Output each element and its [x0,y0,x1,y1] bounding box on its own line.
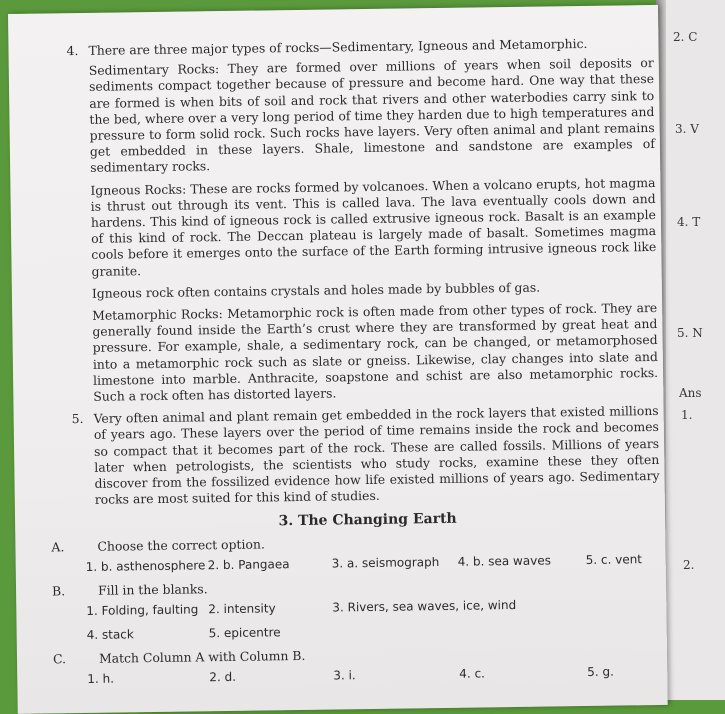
section-b-letter: B. [51,583,66,599]
item-4 [68,35,658,405]
answer-b-2: 2. intensity [208,601,276,617]
answer-a-3: 3. a. seismograph [331,554,440,571]
answer-b-5: 5. epicentre [208,625,281,641]
book-page [8,5,668,714]
answer-a-2: 2. b. Pangaea [207,557,290,573]
answer-c-2: 2. d. [209,670,237,685]
section-b-title: Fill in the blanks. [97,581,208,598]
item-5 [71,403,660,508]
metamorphic-paragraph: Metamorphic Rocks: Metamorphic rock is often made from other types of rock. They are generally found inside the Earth’s crust where they are transformed by great heat and pressure. For example, shale, a sedimentary rock, can be changed, or metamorphosed into a metamorphic rock such as slate or gneiss. Likewise, clay changes into slate and limestone into marble. Anthracite, soapstone and schist are also metamorphic rocks. Such a rock often has distorted layers. [92,300,659,404]
side-item-3: 3. V [675,122,699,136]
answer-c-1: 1. h. [87,671,115,687]
adjacent-page [664,0,725,700]
sedimentary-paragraph: Sedimentary Rocks: They are formed over millions of years when soil deposits or sediments compact together because of pressure and become hard. One way that these are formed is when bits of soil and rock that rivers and other waterbodies carry sink to the bed, where over a very long period of time they harden due to high temperatures and pressure to form solid rock. Such rocks have layers. Very often animal and plant remains get embedded in these layers. Shale, limestone and sandstone are examples of sedimentary rocks. [88,55,655,176]
answer-a-1: 1. b. asthenosphere [85,558,206,574]
answer-b-4: 4. stack [86,627,134,643]
answer-c-5: 5. g. [587,664,615,680]
side-item-4: 4. T [677,215,701,229]
answer-c-4: 4. c. [459,666,486,682]
answer-a-4: 4. b. sea waves [457,553,551,569]
side-answer-2: 2. [683,558,695,572]
side-answer-1: 1. [681,408,693,422]
answer-a-5: 5. c. vent [585,552,643,567]
page-content [51,35,662,695]
side-item-5: 5. N [677,326,703,340]
side-answers-label: Ans [679,386,702,400]
answer-b-1: 1. Folding, faulting [86,602,199,619]
answer-c-3: 3. i. [333,668,356,683]
side-item-2: 2. C [673,30,698,44]
igneous-note: Igneous rock often contains crystals and holes made by bubbles of gas. [91,279,541,301]
item-4-intro: There are three major types of rocks—Sedimentary, Igneous and Metamorphic. [88,35,588,58]
answer-b-3: 3. Rivers, sea waves, ice, wind [332,598,517,615]
item-4-number: 4. [66,43,79,59]
section-c-title: Match Column A with Column B. [98,648,306,666]
chapter-title: 3. The Changing Earth [278,511,457,530]
fossils-paragraph: Very often animal and plant remain get embedded in the rock layers that existed millions of years ago. These layers over the period of time remains inside the rock and becomes so compact that it becomes part of the rock. These are called fossils. Millions of years later when petrologists, the scientists who study rocks, examine these they often discover from the fossilized evidence how life existed millions of years ago. Sedimentary rocks are most suited for this kind of studies. [93,403,660,508]
section-c-answers [77,663,662,695]
igneous-paragraph: Igneous Rocks: These are rocks formed by volcanoes. When a volcano erupts, hot magma is thrust out through its vent. This is called lava. The lava eventually cools down and hardens. This kind of igneous rock is called extrusive igneous rock. Basalt is an example of this kind of rock. The Deccan plateau is largely made of basalt. Sometimes magma cools before it emerges onto the surface of the Earth forming intrusive igneous rock like granite. [90,174,657,279]
section-a-title: Choose the correct option. [97,536,265,554]
section-a-letter: A. [51,538,65,555]
section-c-letter: C. [52,651,67,667]
item-5-number: 5. [71,411,84,427]
